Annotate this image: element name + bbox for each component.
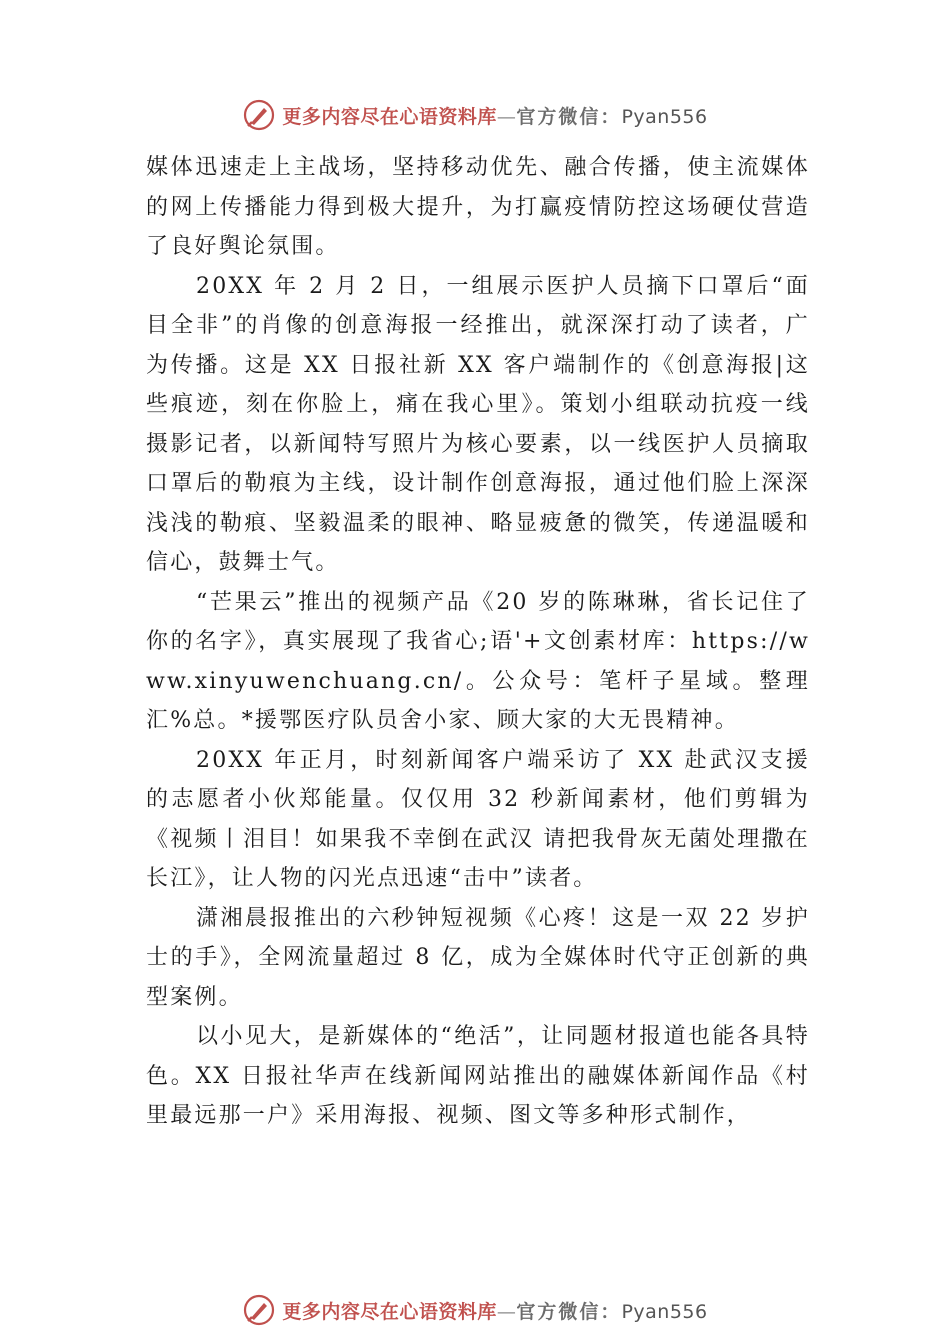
paragraph: 媒体迅速走上主战场，坚持移动优先、融合传播，使主流媒体的网上传播能力得到极大提升，为打赢疫情防控这场硬仗营造了良好舆论氛围。	[146, 155, 810, 259]
banner-text	[282, 1297, 707, 1324]
banner-dash: —	[496, 1300, 517, 1323]
banner-handle: Pyan556	[621, 105, 708, 128]
header-banner	[0, 95, 950, 135]
paragraph: 以小见大，是新媒体的“绝活”，让同题材报道也能各具特色。XX 日报社华声在线新闻网站推出的融媒体新闻作品《村里最远那一户》采用海报、视频、图文等多种形式制作，	[146, 1024, 810, 1128]
document-body	[146, 148, 810, 1136]
paragraph: 20XX 年正月，时刻新闻客户端采访了 XX 赴武汉支援的志愿者小伙郑能量。仅仅用 32 秒新闻素材，他们剪辑为《视频丨泪目！如果我不幸倒在武汉 请把我骨灰无菌处理撒在长江》，让人物的闪光点迅速“击中”读者。	[146, 747, 810, 891]
banner-official-label: 官方微信：	[516, 105, 622, 128]
banner-main-text: 更多内容尽在心语资料库	[282, 105, 497, 128]
paragraph: “芒果云”推出的视频产品《20 岁的陈琳琳，省长记住了你的名字》，真实展现了我省心;语'+文创素材库：https://www.xinyuwenchuang.cn/。公众号：笔杆子星域。整理汇%总。*援鄂医疗队员舍小家、顾大家的大无畏精神。	[146, 589, 810, 733]
pen-circle-icon	[242, 1293, 276, 1327]
banner-main-text: 更多内容尽在心语资料库	[282, 1300, 497, 1323]
banner-handle: Pyan556	[621, 1300, 708, 1323]
banner-dash: —	[496, 105, 517, 128]
pen-circle-icon	[242, 98, 276, 132]
footer-banner	[0, 1290, 950, 1330]
paragraph: 20XX 年 2 月 2 日，一组展示医护人员摘下口罩后“面目全非”的肖像的创意海报一经推出，就深深打动了读者，广为传播。这是 XX 日报社新 XX 客户端制作的《创意海报|这些痕迹，刻在你脸上，痛在我心里》。策划小组联动抗疫一线摄影记者，以新闻特写照片为核心要素，以一线医护人员摘取口罩后的勒痕为主线，设计制作创意海报，通过他们脸上深深浅浅的勒痕、坚毅温柔的眼神、略显疲惫的微笑，传递温暖和信心，鼓舞士气。	[146, 273, 810, 575]
banner-official-label: 官方微信：	[516, 1300, 622, 1323]
banner-text	[282, 102, 707, 129]
paragraph: 潇湘晨报推出的六秒钟短视频《心疼！这是一双 22 岁护士的手》，全网流量超过 8 亿，成为全媒体时代守正创新的典型案例。	[146, 905, 810, 1010]
